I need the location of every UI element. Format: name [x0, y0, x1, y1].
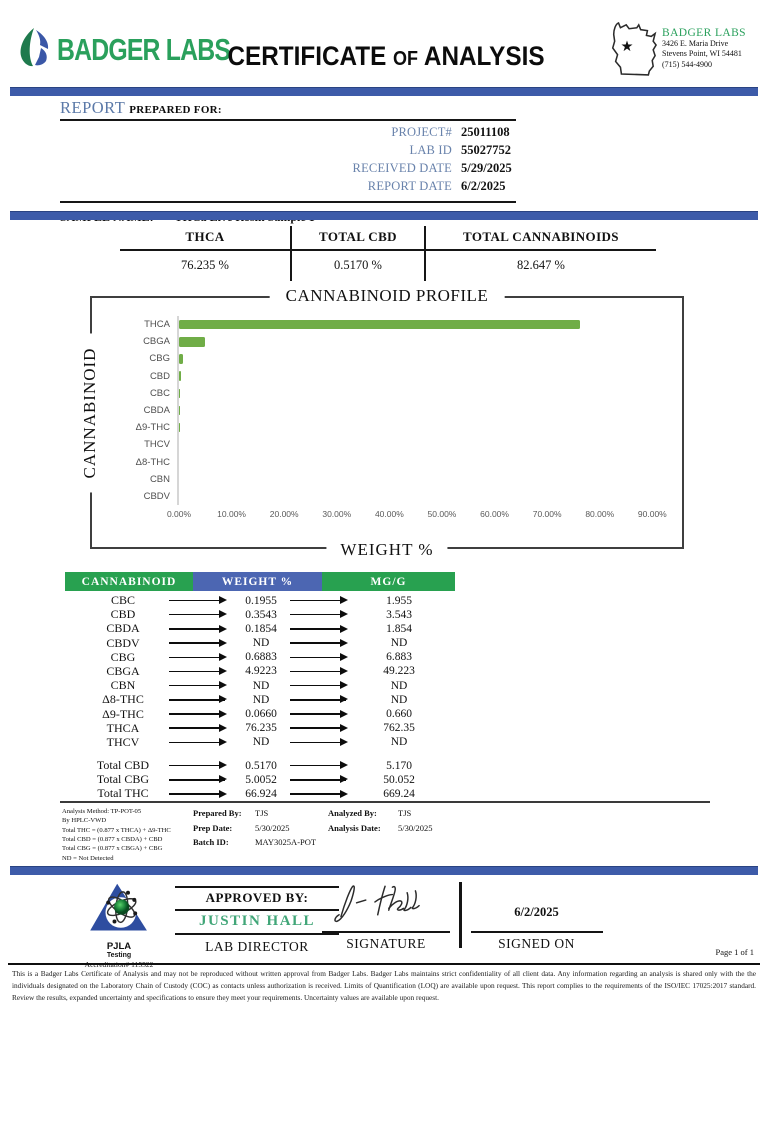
results-column-header: CANNABINOID	[65, 572, 193, 591]
brand-name: BADGER LABS	[57, 31, 231, 67]
arrow-icon	[169, 685, 225, 687]
chart-bar	[179, 406, 180, 416]
mg-value: ND	[390, 736, 408, 749]
method-note-line: Total CBG = (0.877 x CBGA) + CBG	[62, 845, 163, 853]
mg-value: 6.883	[386, 651, 412, 664]
footnote-value: TJS	[255, 808, 269, 818]
chart-bar-track	[177, 350, 676, 367]
summary-value: 82.647 %	[517, 258, 565, 272]
chart-x-tick: 20.00%	[269, 509, 299, 519]
lab-address-line2: Stevens Point, WI 54481	[662, 49, 742, 59]
weight-value: 0.0660	[245, 708, 277, 720]
page-number: Page 1 of 1	[715, 947, 754, 957]
report-field-row	[60, 161, 516, 179]
chart-category-label: CBG	[149, 353, 170, 365]
table-row	[65, 636, 455, 650]
signature-block	[322, 880, 603, 952]
footnote-row	[193, 808, 316, 823]
mg-value: 50.052	[383, 773, 415, 786]
arrow-icon	[290, 713, 346, 715]
chart-bar-track	[177, 385, 676, 402]
chart-bar-track	[177, 419, 676, 436]
table-row	[65, 621, 455, 635]
report-field-value: 6/2/2025	[461, 179, 506, 193]
footnote-row	[193, 823, 316, 838]
analysis-info	[328, 808, 432, 837]
chart-bar	[179, 337, 205, 347]
chart-x-tick: 0.00%	[166, 509, 192, 519]
results-table-header	[65, 572, 455, 591]
signature-image	[322, 878, 450, 929]
chart-x-tick: 40.00%	[374, 509, 404, 519]
arrow-icon	[290, 671, 346, 673]
chart-y-axis-label: CANNABINOID	[80, 333, 100, 492]
footnote-label: Analyzed By:	[328, 808, 377, 818]
report-fields	[60, 121, 516, 203]
chart-bar-row	[106, 419, 676, 436]
chart-x-axis-label: WEIGHT %	[326, 540, 447, 560]
accreditation-number: Accreditation# 115522	[84, 960, 154, 969]
method-note-line: Total CBD = (0.877 x CBDA) + CBD	[62, 836, 163, 844]
footnote-value: MAY3025A-POT	[255, 837, 317, 847]
chart-category-label: CBN	[149, 473, 170, 485]
table-row	[65, 593, 455, 607]
approver-title: LAB DIRECTOR	[205, 939, 309, 954]
analysis-method-notes	[62, 807, 171, 863]
arrow-icon	[169, 727, 225, 729]
chart-bar	[179, 389, 180, 399]
report-field-value: 5/29/2025	[461, 161, 512, 175]
weight-value: ND	[252, 736, 270, 749]
cannabinoid-name: CBD	[110, 607, 136, 622]
table-row	[65, 707, 455, 721]
summary-value: 0.5170 %	[334, 258, 382, 272]
chart-bar	[179, 320, 580, 330]
chart-bar-row	[106, 350, 676, 367]
lab-name: BADGER LABS	[662, 27, 746, 39]
report-field-value: 55027752	[461, 143, 511, 157]
chart-x-tick: 50.00%	[427, 509, 457, 519]
report-section-heading	[60, 98, 516, 121]
mg-value: 49.223	[383, 665, 415, 678]
arrow-icon	[290, 614, 346, 616]
footnote-value: 5/30/2025	[398, 822, 433, 833]
method-note-line: ND = Not Detected	[62, 854, 114, 862]
chart-category-label: Δ8-THC	[135, 456, 170, 468]
arrow-icon	[169, 713, 225, 715]
chart-bar-track	[177, 454, 676, 471]
weight-value: ND	[252, 679, 270, 692]
footnote-label: Prepared By:	[193, 808, 242, 818]
summary-table	[120, 226, 656, 281]
footnote-row	[193, 837, 316, 852]
chart-bar-row	[106, 385, 676, 402]
chart-category-label: Δ9-THC	[135, 422, 170, 434]
leaf-logo-icon	[18, 26, 52, 73]
mg-value: 1.955	[386, 594, 412, 607]
chart-category-label: THCV	[144, 439, 170, 451]
chart-bar-track	[177, 333, 676, 350]
mg-value: 3.543	[386, 608, 412, 621]
method-note-line: Analysis Method: TP-POT-05	[62, 808, 142, 815]
arrow-icon	[169, 699, 225, 701]
report-field-row	[60, 125, 516, 143]
footnote-label: Batch ID:	[193, 837, 229, 847]
arrow-icon	[169, 671, 225, 673]
pjla-logo-icon	[87, 922, 151, 939]
mg-value: 0.660	[386, 708, 412, 720]
cannabinoid-name: Total CBD	[96, 758, 150, 773]
chart-plot-area	[106, 316, 676, 505]
arrow-icon	[169, 765, 225, 767]
signed-on-date: 6/2/2025	[514, 905, 559, 919]
table-row	[65, 692, 455, 706]
weight-value: 0.3543	[245, 608, 277, 621]
weight-value: 0.1854	[245, 622, 277, 635]
weight-value: ND	[252, 637, 270, 650]
cannabinoid-name: CBN	[110, 678, 136, 693]
chart-bar-row	[106, 454, 676, 471]
footnote-value: TJS	[398, 808, 412, 818]
report-field-label: LAB ID	[409, 143, 452, 157]
chart-x-tick: 90.00%	[637, 509, 667, 519]
divider-bar-bottom	[10, 866, 758, 875]
chart-x-ticks	[166, 509, 676, 522]
chart-category-label: CBD	[149, 370, 170, 382]
report-info-section	[60, 98, 516, 225]
arrow-icon	[169, 657, 225, 659]
results-column-header: MG/G	[322, 572, 455, 591]
summary-header: TOTAL CBD	[292, 226, 424, 251]
report-field-label: RECEIVED DATE	[352, 161, 452, 175]
report-field-label: PROJECT#	[391, 125, 452, 139]
arrow-icon	[290, 628, 346, 630]
chart-bar-track	[177, 402, 676, 419]
summary-column	[120, 226, 290, 281]
footnote-label: Analysis Date:	[328, 822, 381, 833]
table-row	[65, 772, 455, 786]
mg-value: ND	[390, 679, 408, 692]
lab-address-line1: 3426 E. Maria Drive	[662, 39, 729, 48]
mg-value: 1.854	[386, 622, 412, 635]
method-note-line: Total THC = (0.877 x THCA) + Δ9-THC	[62, 826, 171, 834]
pjla-org-label: PJLA	[106, 941, 132, 952]
title-of: OF	[393, 48, 419, 70]
divider-bar-top	[10, 87, 758, 96]
signature-label: SIGNATURE	[322, 931, 450, 952]
weight-value: 0.5170	[245, 759, 277, 772]
mg-value: 669.24	[383, 787, 415, 800]
results-table-totals	[65, 758, 455, 801]
table-row	[65, 650, 455, 664]
disclaimer-text: This is a Badger Labs Certificate of Analysis and may not be reproduced without written approval from Badger Labs. Badger Labs maintains strict confidentiality of all client data. Any information regarding an analysis is shared only with the the individuals designated on the Laboratory Chain of Custody (COC) as contacts unless authorization is received. Limits of Quantification (LOQ) are available upon request. This report complies to the requirements of the ISO/IEC 17025:2017 standard. Review the results, expanded uncertainty and specifications to ensure they meet your requirements. Uncertainty values are available upon request.	[12, 969, 756, 1002]
results-column-header: WEIGHT %	[193, 572, 322, 591]
chart-category-label: CBC	[149, 387, 170, 399]
footnote-row	[328, 823, 432, 838]
report-field-label: REPORT DATE	[367, 179, 452, 193]
pjla-sub-label: Testing	[106, 952, 132, 959]
table-row	[65, 664, 455, 678]
arrow-icon	[169, 642, 225, 644]
arrow-icon	[290, 793, 346, 795]
chart-bar-row	[106, 471, 676, 488]
arrow-icon	[169, 614, 225, 616]
cannabinoid-name: CBDA	[106, 621, 140, 636]
approver-name: JUSTIN HALL	[175, 911, 339, 935]
chart-bar-row	[106, 436, 676, 453]
signature-divider	[459, 882, 462, 948]
chart-bar-row	[106, 333, 676, 350]
approved-by-block	[175, 886, 339, 955]
table-row	[65, 786, 455, 800]
report-word: REPORT	[60, 98, 126, 117]
weight-value: 5.0052	[245, 773, 277, 786]
results-table	[65, 572, 455, 801]
chart-bar-track	[177, 488, 676, 505]
arrow-icon	[290, 742, 346, 744]
cannabinoid-name: CBDV	[106, 635, 140, 650]
cannabinoid-name: CBC	[110, 593, 135, 607]
weight-value: 66.924	[245, 787, 277, 800]
summary-header: TOTAL CANNABINOIDS	[426, 226, 656, 251]
summary-value: 76.235 %	[181, 258, 229, 272]
results-table-body	[65, 593, 455, 749]
weight-value: ND	[252, 693, 270, 706]
cannabinoid-name: THCA	[106, 720, 140, 735]
mg-value: 5.170	[386, 759, 412, 772]
chart-bar-row	[106, 488, 676, 505]
weight-value: 0.6883	[245, 651, 277, 664]
chart-bar-track	[177, 471, 676, 488]
chart-category-label: CBGA	[143, 336, 170, 348]
arrow-icon	[169, 779, 225, 781]
chart-category-label: CBDA	[143, 405, 170, 417]
chart-bar-row	[106, 316, 676, 333]
star-icon: ★	[620, 38, 634, 55]
table-row	[65, 678, 455, 692]
chart-bar-row	[106, 368, 676, 385]
chart-title: CANNABINOID PROFILE	[270, 286, 505, 306]
signed-on-label: SIGNED ON	[471, 931, 603, 952]
table-row	[65, 607, 455, 621]
footnote-row	[328, 808, 432, 823]
prep-info	[193, 808, 316, 852]
chart-category-label: THCA	[144, 319, 170, 331]
chart-bar	[179, 423, 180, 433]
table-row	[65, 735, 455, 749]
cannabinoid-name: CBGA	[106, 663, 140, 678]
title-analysis: ANALYSIS	[423, 41, 545, 71]
mg-value: ND	[390, 637, 408, 650]
arrow-icon	[290, 642, 346, 644]
chart-bar-track	[177, 316, 676, 333]
cannabinoid-name: CBG	[110, 649, 136, 664]
arrow-icon	[169, 793, 225, 795]
cannabinoid-name: THCV	[106, 734, 140, 749]
chart-x-tick: 60.00%	[480, 509, 509, 519]
arrow-icon	[290, 765, 346, 767]
title-certificate: CERTIFICATE	[227, 41, 387, 71]
report-field-value: 25011108	[461, 125, 510, 139]
footnote-label: Prep Date:	[193, 822, 233, 833]
arrow-icon	[290, 779, 346, 781]
page-title	[197, 41, 575, 72]
method-note-line: By HPLC-VWD	[62, 817, 107, 825]
cannabinoid-name: Δ8-THC	[102, 692, 144, 707]
cannabinoid-name: Total CBG	[96, 772, 150, 787]
chart-x-tick: 80.00%	[585, 509, 615, 519]
arrow-icon	[290, 685, 346, 687]
lab-phone: (715) 544-4900	[662, 59, 712, 69]
chart-bar-track	[177, 436, 676, 453]
chart-bar-row	[106, 402, 676, 419]
chart-bar-track	[177, 368, 676, 385]
summary-column	[426, 226, 656, 281]
footnote-value: 5/30/2025	[255, 822, 290, 833]
approved-by-label: APPROVED BY:	[175, 888, 339, 911]
arrow-icon	[169, 742, 225, 744]
method-footnotes	[60, 801, 710, 861]
mg-value: ND	[390, 693, 408, 706]
chart-x-tick: 10.00%	[217, 509, 246, 519]
cannabinoid-name: Δ9-THC	[102, 706, 144, 721]
pjla-accreditation-block	[58, 881, 180, 969]
summary-column	[290, 226, 426, 281]
arrow-icon	[290, 600, 346, 602]
chart-bar	[179, 371, 181, 381]
arrow-icon	[169, 628, 225, 630]
chart-bar	[179, 354, 183, 364]
arrow-icon	[290, 727, 346, 729]
mg-value: 762.35	[383, 722, 415, 735]
wisconsin-map-icon	[606, 15, 658, 79]
summary-header: THCA	[120, 226, 290, 251]
table-row	[65, 721, 455, 735]
chart-category-label: CBDV	[143, 490, 170, 502]
report-field-row	[60, 143, 516, 161]
report-field-row	[60, 179, 516, 197]
chart-x-tick: 70.00%	[532, 509, 562, 519]
prepared-for-label: PREPARED FOR:	[129, 104, 222, 116]
cannabinoid-profile-chart	[80, 286, 684, 559]
chart-x-tick: 30.00%	[322, 509, 352, 519]
weight-value: 4.9223	[245, 665, 277, 678]
weight-value: 0.1955	[245, 594, 277, 607]
lab-address-block	[606, 15, 746, 79]
arrow-icon	[290, 699, 346, 701]
cannabinoid-name: Total THC	[97, 786, 149, 801]
table-row	[65, 758, 455, 772]
footer-rule	[8, 963, 760, 965]
arrow-icon	[290, 657, 346, 659]
divider-bar-middle	[10, 211, 758, 220]
weight-value: 76.235	[245, 722, 277, 735]
arrow-icon	[169, 600, 225, 602]
